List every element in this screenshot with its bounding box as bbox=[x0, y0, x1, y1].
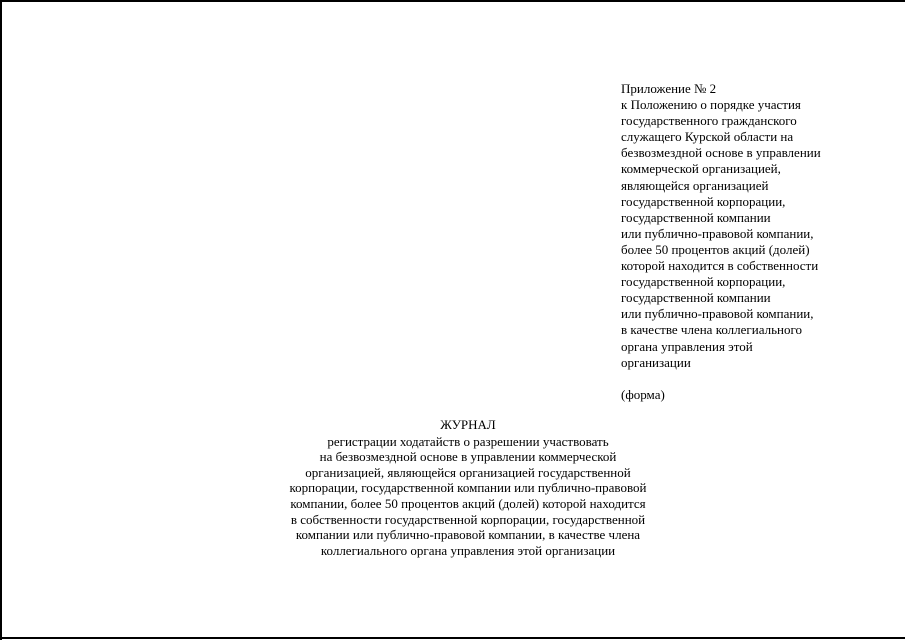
journal-subtitle-line: организацией, являющейся организацией государственной bbox=[305, 464, 631, 480]
journal-heading bbox=[262, 417, 674, 558]
appendix-line: организации bbox=[621, 354, 691, 370]
journal-subtitle-line: компании, более 50 процентов акций (долей) которой находится bbox=[290, 495, 646, 511]
page-edge-left bbox=[0, 0, 2, 640]
form-label: (форма) bbox=[621, 386, 665, 402]
page-edge-bottom bbox=[0, 637, 905, 639]
appendix-line: государственной компании bbox=[621, 290, 771, 306]
appendix-line: которой находится в собственности bbox=[621, 258, 819, 274]
appendix-line: или публично-правовой компании, bbox=[621, 306, 814, 322]
appendix-line: государственного гражданского bbox=[621, 113, 797, 129]
journal-title: ЖУРНАЛ bbox=[440, 417, 496, 432]
appendix-line: государственной корпорации, bbox=[621, 193, 786, 209]
page-edge-top bbox=[0, 0, 905, 2]
appendix-line: или публично-правовой компании, bbox=[621, 225, 814, 241]
journal-subtitle-line: регистрации ходатайств о разрешении участвовать bbox=[327, 433, 609, 449]
appendix-block bbox=[621, 81, 891, 403]
appendix-line: Приложение № 2 bbox=[621, 81, 717, 96]
journal-subtitle-line: в собственности государственной корпорации, государственной bbox=[290, 511, 646, 527]
appendix-line: являющейся организацией bbox=[621, 177, 769, 193]
journal-subtitle-line: на безвозмездной основе в управлении коммерческой bbox=[319, 449, 617, 465]
appendix-line: органа управления этой bbox=[621, 338, 753, 354]
appendix-line: к Положению о порядке участия bbox=[621, 97, 801, 113]
appendix-line: служащего Курской области на bbox=[621, 129, 794, 145]
appendix-line: в качестве члена коллегиального bbox=[621, 322, 802, 338]
journal-subtitle-line: коллегиального органа управления этой организации bbox=[320, 542, 616, 558]
appendix-line: безвозмездной основе в управлении bbox=[621, 145, 821, 161]
journal-subtitle-line: корпорации, государственной компании или публично-правовой bbox=[289, 480, 647, 496]
appendix-line: более 50 процентов акций (долей) bbox=[621, 241, 810, 257]
appendix-line: государственной корпорации, bbox=[621, 274, 786, 290]
appendix-line: государственной компании bbox=[621, 209, 771, 225]
journal-subtitle-line: компании или публично-правовой компании, в качестве члена bbox=[295, 527, 641, 543]
appendix-line: коммерческой организацией, bbox=[621, 161, 781, 177]
